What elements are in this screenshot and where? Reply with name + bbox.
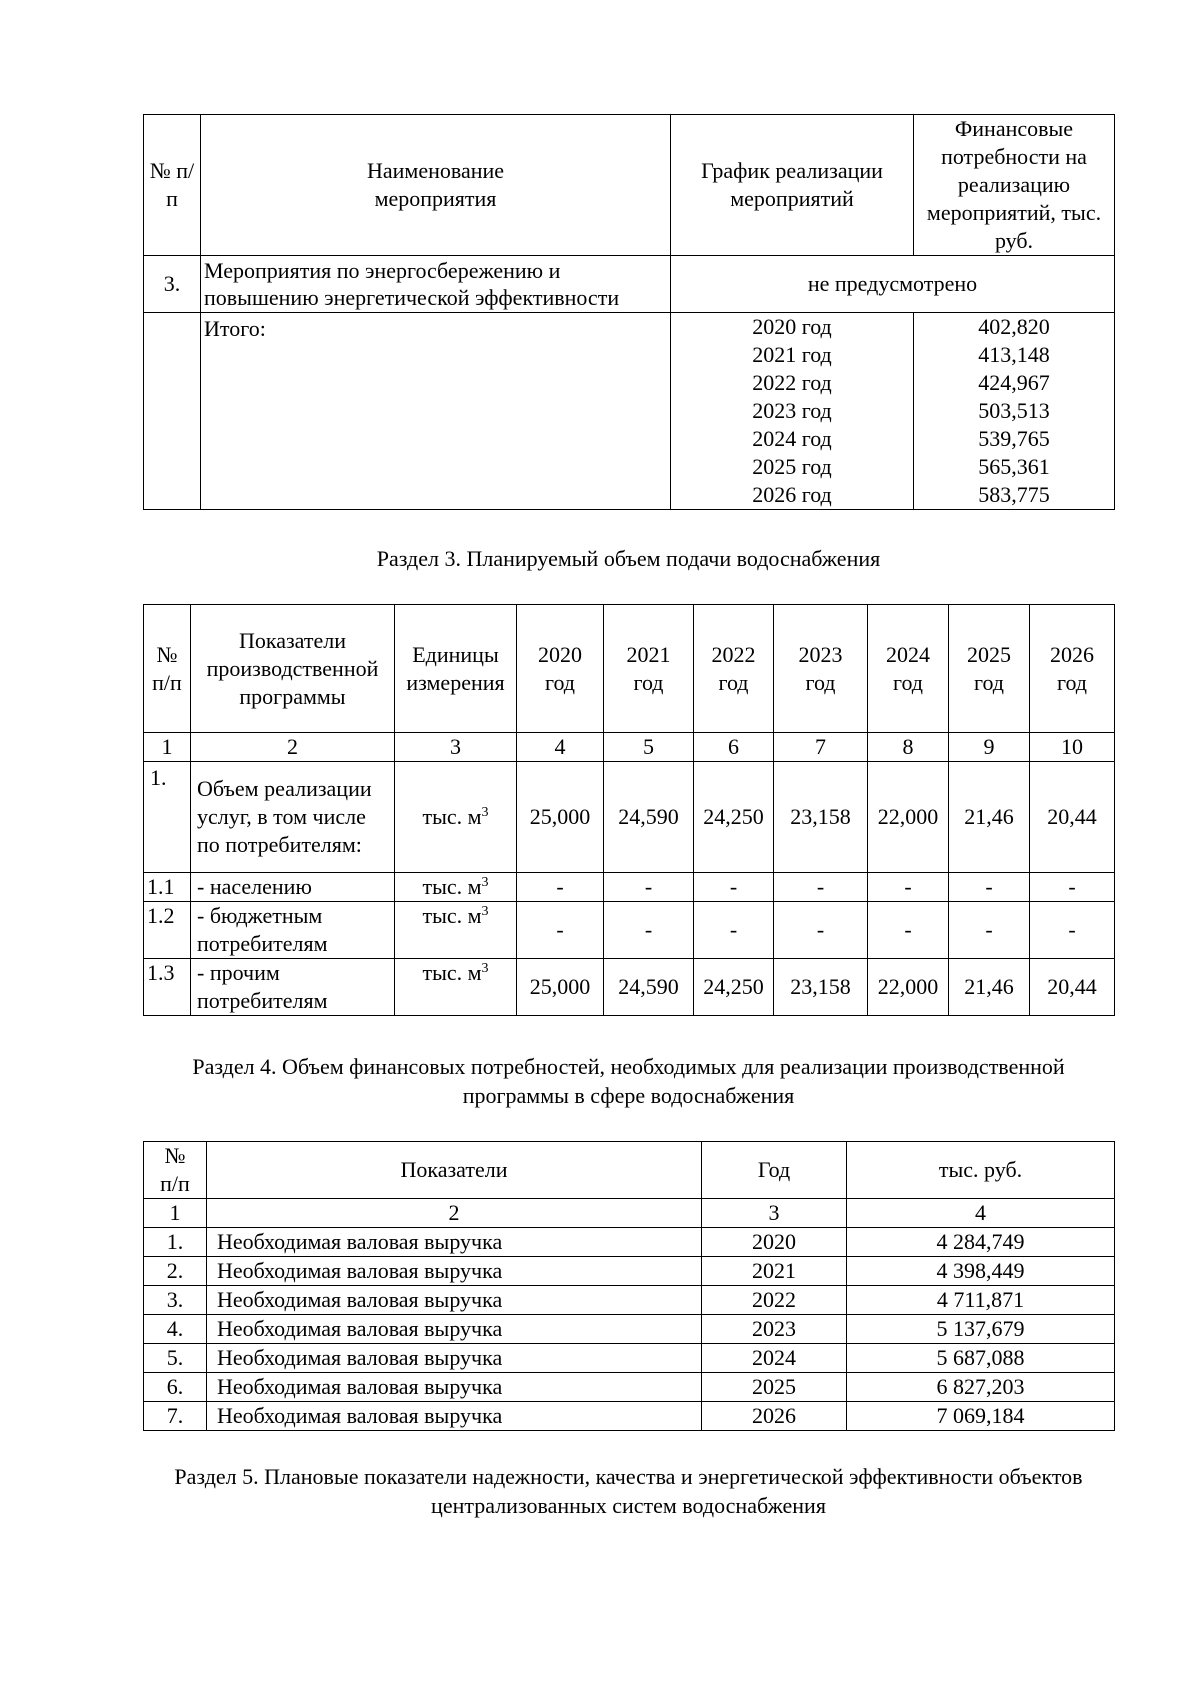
header-measure-name: Наименование мероприятия (201, 115, 671, 256)
total-value: 583,775 (978, 482, 1050, 507)
financial-row (144, 1314, 1115, 1343)
row-name: Объем реализации услуг, в том числе по потребителям: (191, 761, 395, 872)
column-number: 1 (144, 733, 191, 762)
row-value: 6 827,203 (847, 1372, 1115, 1401)
volume-row (144, 761, 1115, 872)
column-number: 3 (395, 733, 517, 762)
row-year: 2026 (702, 1401, 847, 1430)
financial-row (144, 1401, 1115, 1430)
header-indicators: Показатели производственной программы (191, 605, 395, 733)
row-name: Необходимая валовая выручка (207, 1227, 702, 1256)
total-year: 2020 год (752, 314, 832, 339)
header-units: Единицы измерения (395, 605, 517, 733)
measures-row-3 (144, 256, 1115, 313)
row-value: 24,250 (694, 958, 774, 1015)
financial-needs-table (143, 1141, 1115, 1431)
volume-row (144, 958, 1115, 1015)
header-year: 2023 год (774, 605, 868, 733)
header-num: № п/п (144, 115, 201, 256)
row-unit: тыс. $м^3$ (395, 761, 517, 872)
row-value: - (1030, 872, 1115, 901)
header-finance: Финансовые потребности на реализацию мероприятий, тыс. руб. (914, 115, 1115, 256)
header-year: 2025 год (949, 605, 1030, 733)
row-num: 3. (144, 1285, 207, 1314)
row-value: - (868, 872, 949, 901)
column-number-row (144, 1199, 1115, 1228)
header-indicators: Показатели (207, 1142, 702, 1199)
volume-row (144, 901, 1115, 958)
row-value: - (868, 901, 949, 958)
total-year: 2023 год (752, 398, 832, 423)
row-value: 23,158 (774, 958, 868, 1015)
row-measure-name: Мероприятия по энергосбережению и повышению энергетической эффективности (201, 256, 671, 313)
financial-row (144, 1256, 1115, 1285)
column-number: 4 (847, 1199, 1115, 1228)
measures-header-row (144, 115, 1115, 256)
row-value: 7 069,184 (847, 1401, 1115, 1430)
header-year: 2024 год (868, 605, 949, 733)
column-number: 2 (207, 1199, 702, 1228)
row-value: 20,44 (1030, 958, 1115, 1015)
row-year: 2021 (702, 1256, 847, 1285)
row-value: - (517, 901, 604, 958)
row-value: 24,250 (694, 761, 774, 872)
row-num: 1.3 (144, 958, 191, 1015)
column-number-row (144, 733, 1115, 762)
total-value: 424,967 (978, 370, 1050, 395)
row-name: Необходимая валовая выручка (207, 1285, 702, 1314)
volume-row (144, 872, 1115, 901)
header-year: 2022 год (694, 605, 774, 733)
row-num: 4. (144, 1314, 207, 1343)
row-value: - (694, 901, 774, 958)
row-value: 4 398,449 (847, 1256, 1115, 1285)
row-value: - (949, 901, 1030, 958)
row-value: 23,158 (774, 761, 868, 872)
row-name: Необходимая валовая выручка (207, 1256, 702, 1285)
row-num: 2. (144, 1256, 207, 1285)
row-year: 2022 (702, 1285, 847, 1314)
row-name: Необходимая валовая выручка (207, 1401, 702, 1430)
column-number: 5 (604, 733, 694, 762)
row-value: - (604, 872, 694, 901)
row-name: - населению (191, 872, 395, 901)
row-num: 5. (144, 1343, 207, 1372)
total-year: 2026 год (752, 482, 832, 507)
row-year: 2024 (702, 1343, 847, 1372)
column-number: 1 (144, 1199, 207, 1228)
row-num: 1.1 (144, 872, 191, 901)
row-name: Необходимая валовая выручка (207, 1314, 702, 1343)
total-num-cell (144, 313, 201, 510)
row-year: 2023 (702, 1314, 847, 1343)
section-5-title: Раздел 5. Плановые показатели надежности, качества и энергетической эффективности объектов централизованных систем водоснабжения (174, 1464, 1083, 1518)
row-num: 1. (144, 761, 191, 872)
total-value: 503,513 (978, 398, 1050, 423)
measures-table (143, 114, 1115, 510)
row-value: 25,000 (517, 958, 604, 1015)
header-schedule: График реализации мероприятий (671, 115, 914, 256)
financial-row (144, 1285, 1115, 1314)
header-num: № п/п (144, 1142, 207, 1199)
column-number: 3 (702, 1199, 847, 1228)
total-values (914, 313, 1115, 510)
row-value: 21,46 (949, 958, 1030, 1015)
row-year: 2020 (702, 1227, 847, 1256)
row-value: 4 711,871 (847, 1285, 1115, 1314)
row-note: не предусмотрено (671, 256, 1115, 313)
row-value: - (604, 901, 694, 958)
total-year: 2024 год (752, 426, 832, 451)
section-4-title: Раздел 4. Объем финансовых потребностей, необходимых для реализации производственной программы в сфере водоснабжения (192, 1054, 1065, 1108)
water-supply-volume-table (143, 604, 1115, 1016)
header-year: Год (702, 1142, 847, 1199)
total-value: 413,148 (978, 342, 1050, 367)
total-value: 402,820 (978, 314, 1050, 339)
column-number: 9 (949, 733, 1030, 762)
row-name: Необходимая валовая выручка (207, 1343, 702, 1372)
column-number: 10 (1030, 733, 1115, 762)
total-years (671, 313, 914, 510)
total-year: 2022 год (752, 370, 832, 395)
financial-row (144, 1343, 1115, 1372)
column-number: 4 (517, 733, 604, 762)
financial-row (144, 1372, 1115, 1401)
header-num: № п/п (144, 605, 191, 733)
row-num: 1. (144, 1227, 207, 1256)
row-value: 25,000 (517, 761, 604, 872)
row-num: 3. (144, 256, 201, 313)
row-value: - (694, 872, 774, 901)
volume-header-row (144, 605, 1115, 733)
column-number: 8 (868, 733, 949, 762)
row-value: - (517, 872, 604, 901)
row-num: 1.2 (144, 901, 191, 958)
column-number: 6 (694, 733, 774, 762)
total-year: 2025 год (752, 454, 832, 479)
measures-total-row (144, 313, 1115, 510)
row-unit: тыс. $м^3$ (395, 872, 517, 901)
row-num: 6. (144, 1372, 207, 1401)
header-amount: тыс. руб. (847, 1142, 1115, 1199)
financial-row (144, 1227, 1115, 1256)
column-number: 7 (774, 733, 868, 762)
row-value: 4 284,749 (847, 1227, 1115, 1256)
financial-header-row (144, 1142, 1115, 1199)
row-unit: тыс. $м^3$ (395, 901, 517, 958)
row-value: 5 137,679 (847, 1314, 1115, 1343)
row-value: 24,590 (604, 958, 694, 1015)
row-value: - (774, 872, 868, 901)
header-year: 2020 год (517, 605, 604, 733)
row-name: - прочим потребителям (191, 958, 395, 1015)
row-value: 22,000 (868, 958, 949, 1015)
row-value: 22,000 (868, 761, 949, 872)
row-value: 20,44 (1030, 761, 1115, 872)
row-num: 7. (144, 1401, 207, 1430)
row-value: 24,590 (604, 761, 694, 872)
row-value: - (774, 901, 868, 958)
total-label: Итого: (201, 313, 671, 510)
row-value: 5 687,088 (847, 1343, 1115, 1372)
row-value: 21,46 (949, 761, 1030, 872)
total-value: 539,765 (978, 426, 1050, 451)
row-value: - (1030, 901, 1115, 958)
header-year: 2026 год (1030, 605, 1115, 733)
total-year: 2021 год (752, 342, 832, 367)
section-3-title: Раздел 3. Планируемый объем подачи водоснабжения (376, 546, 881, 571)
header-year: 2021 год (604, 605, 694, 733)
total-value: 565,361 (978, 454, 1050, 479)
row-value: - (949, 872, 1030, 901)
row-name: - бюджетным потребителям (191, 901, 395, 958)
row-unit: тыс. $м^3$ (395, 958, 517, 1015)
row-name: Необходимая валовая выручка (207, 1372, 702, 1401)
row-year: 2025 (702, 1372, 847, 1401)
column-number: 2 (191, 733, 395, 762)
